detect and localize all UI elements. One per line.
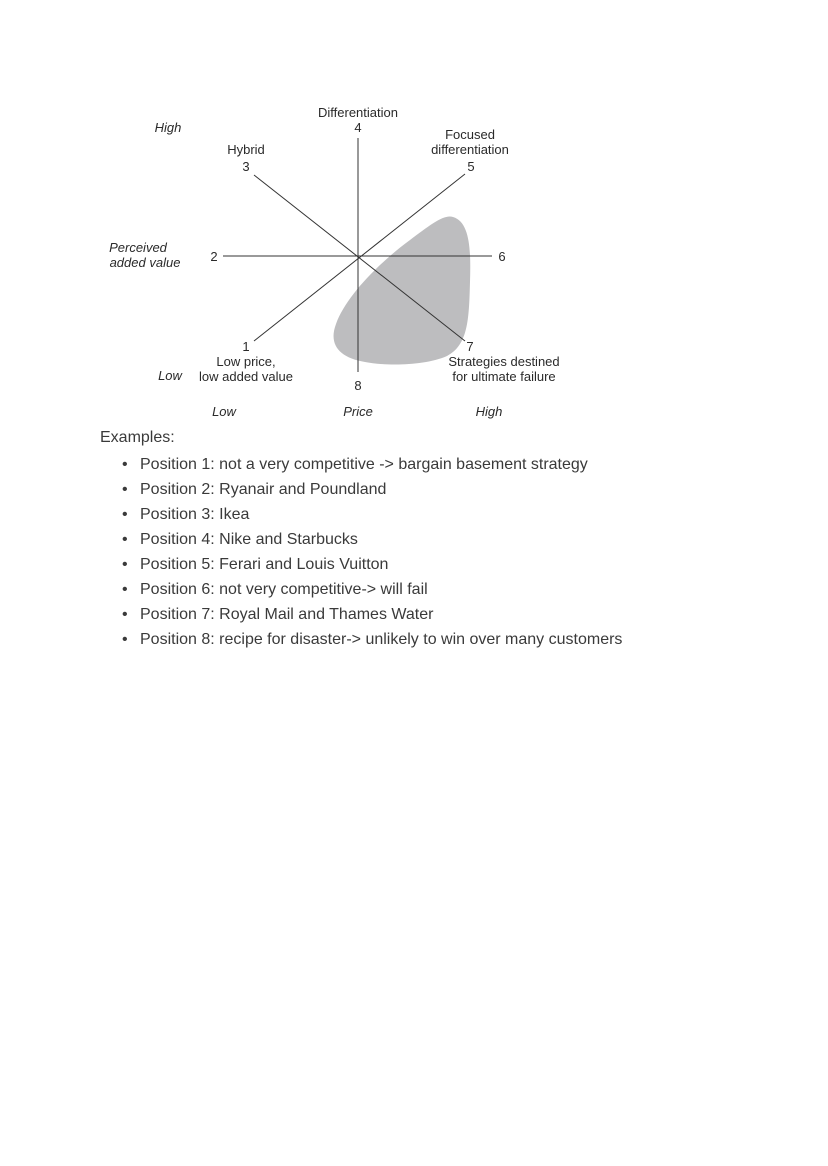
- position-5-number: 5: [467, 159, 475, 174]
- list-item-text: Position 4: Nike and Starbucks: [140, 531, 358, 548]
- list-item: [122, 502, 622, 527]
- bullet-icon: •: [122, 631, 128, 648]
- label-low-added-value: low added value: [199, 369, 293, 384]
- list-item-text: Position 1: not a very competitive -> bargain basement strategy: [140, 456, 588, 473]
- list-item-text: Position 5: Ferari and Louis Vuitton: [140, 556, 389, 573]
- list-item: [122, 527, 622, 552]
- position-7-number: 7: [466, 339, 474, 354]
- label-ultimate-failure: for ultimate failure: [452, 369, 556, 384]
- bullet-icon: •: [122, 581, 128, 598]
- x-axis-low: Low: [212, 404, 236, 419]
- examples-list: [100, 452, 622, 652]
- x-axis-high: High: [475, 404, 503, 419]
- position-6-number: 6: [498, 249, 506, 264]
- position-4-number: 4: [354, 120, 362, 135]
- bullet-icon: •: [122, 481, 128, 498]
- examples-section: [100, 427, 622, 652]
- bullet-icon: •: [122, 506, 128, 523]
- y-axis-low: Low: [158, 368, 182, 383]
- position-1-number: 1: [242, 339, 250, 354]
- list-item: [122, 627, 623, 652]
- position-8-number: 8: [354, 378, 362, 393]
- strategy-clock-diagram: [0, 0, 828, 430]
- y-axis-high: High: [154, 120, 182, 135]
- label-low-price: Low price,: [216, 354, 276, 369]
- position-2-number: 2: [210, 249, 218, 264]
- y-axis-label-line2: added value: [109, 255, 181, 270]
- list-item: [122, 477, 622, 502]
- bullet-icon: •: [122, 606, 128, 623]
- list-item: [122, 577, 622, 602]
- label-strategies-destined: Strategies destined: [448, 354, 560, 369]
- bullet-icon: •: [122, 556, 128, 573]
- label-differentiation-2: differentiation: [431, 142, 509, 157]
- list-item-text: Position 8: recipe for disaster-> unlikely to win over many customers: [140, 631, 623, 648]
- bullet-icon: •: [122, 531, 128, 548]
- list-item-text: Position 3: Ikea: [140, 506, 250, 523]
- list-item: [122, 602, 622, 627]
- y-axis-label-line1: Perceived: [109, 240, 167, 255]
- list-item: [122, 452, 622, 477]
- list-item: [122, 552, 622, 577]
- failure-zone-shade: [334, 217, 474, 365]
- list-item-text: Position 6: not very competitive-> will fail: [140, 581, 428, 598]
- list-item-text: Position 7: Royal Mail and Thames Water: [140, 606, 434, 623]
- examples-title: Examples:: [100, 429, 175, 446]
- label-focused: Focused: [445, 127, 495, 142]
- list-item-text: Position 2: Ryanair and Poundland: [140, 481, 387, 498]
- position-3-number: 3: [242, 159, 250, 174]
- label-hybrid: Hybrid: [227, 142, 265, 157]
- bullet-icon: •: [122, 456, 128, 473]
- label-differentiation: Differentiation: [318, 105, 398, 120]
- x-axis-label: Price: [343, 404, 373, 419]
